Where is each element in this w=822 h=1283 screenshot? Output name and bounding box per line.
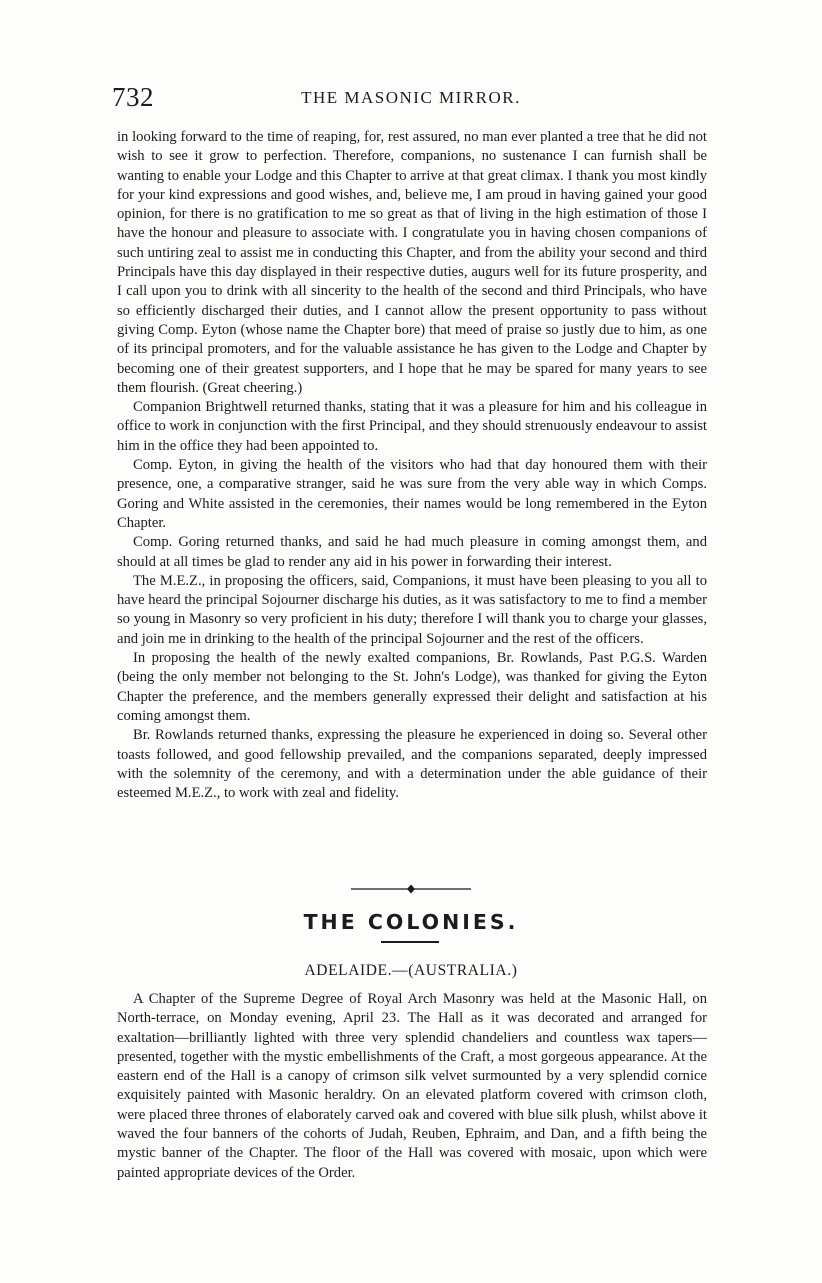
section-title: THE COLONIES. <box>303 910 519 934</box>
paragraph-adelaide: A Chapter of the Supreme Degree of Royal Arch Masonry was held at the Masonic Hall, on North-terrace, on Monday evening, April 23. The Hall as it was decorated and arranged for exaltation—brilliantly lighted with three very splendid chandeliers and countless wax tapers—presented, together with the mystic embellishments of the Craft, a most gorgeous appearance. At the eastern end of the Hall is a canopy of crimson silk velvet surmounted by a very splendid cornice exquisitely painted with Masonic heraldry. On an elevated platform covered with crimson cloth, were placed three thrones of elaborately carved oak and covered with blue silk plush, whilst above it waved the four banners of the cohorts of Judah, Reuben, Ephraim, and Dan, and a fifth being the mystic banner of the Chapter. The floor of the Hall was covered with mosaic, upon which were painted appropriate devices of the Order. <box>117 991 707 1181</box>
page-number: 732 <box>112 82 154 112</box>
paragraph-goring: Comp. Goring returned thanks, and said he had much pleasure in coming amongst them, and should at all times be glad to render any aid in his power in forwarding their interest. <box>117 534 707 570</box>
section-subheading: ADELAIDE.—(AUSTRALIA.) <box>304 962 518 979</box>
paragraph-eyton: Comp. Eyton, in giving the health of the visitors who had that day honoured them with their presence, one, a comparative stranger, said he was sure from the very able way in which Comps. Goring and White assisted in the ceremonies, their names would be long remembered in the Eyton Chapter. <box>117 457 707 531</box>
paragraph-continuation: in looking forward to the time of reaping, for, rest assured, no man ever planted a tree that he did not wish to see it grow to perfection. Therefore, companions, no sustenance I can furnish shall be wanting to enable your Lodge and this Chapter to arrive at that great climax. I thank you most kindly for your kind expressions and good wishes, and, believe me, I am proud in having gained your good opinion, for there is no gratification to me so great as that of living in the high estimation of those I have the honour and pleasure to associate with. I congratulate you in having chosen companions of such untiring zeal to assist me in conducting this Chapter, and from the ability your second and third Principals have this day displayed in their respective duties, augurs well for its future prosperity, and I call upon you to drink with all sincerity to the health of the second and third Principals, who have so efficiently discharged their duties, and I cannot allow the present opportunity to pass without giving Comp. Eyton (whose name the Chapter bore) that meed of praise so justly due to him, as one of its principal promoters, and for the valuable assistance he has given to the Lodge and Chapter by becoming one of their greatest supporters, and I hope that he may be spared for many years to see them flourish. (Great cheering.) <box>117 129 707 396</box>
paragraph-rowlands-health: In proposing the health of the newly exalted companions, Br. Rowlands, Past P.G.S. Warden (being the only member not belonging to the St. John's Lodge), was thanked for giving the Eyton Chapter the preference, and the members generally expressed their delight and satisfaction at his coming amongst them. <box>117 650 707 724</box>
paragraph-brightwell: Companion Brightwell returned thanks, stating that it was a pleasure for him and his colleague in office to work in conjunction with the first Principal, and they should strenuously endeavour to assist him in the office they had been appointed to. <box>117 399 707 454</box>
paragraph-mez: The M.E.Z., in proposing the officers, said, Companions, it must have been pleasing to you all to have heard the principal Sojourner discharge his duties, as it was satisfactory to me to find a member so young in Masonry so very proficient in his duty; therefore I will thank you to charge your glasses, and join me in drinking to the health of the principal Sojourner and the rest of the officers. <box>117 572 707 647</box>
title-rule <box>381 941 439 943</box>
paragraph-rowlands-thanks: Br. Rowlands returned thanks, expressing the pleasure he experienced in doing so. Several other toasts followed, and good fellowship prevailed, and the companions separated, deeply impressed with the solemnity of the ceremony, and with a determination under the able guidance of their esteemed M.E.Z., to work with zeal and fidelity. <box>117 727 707 802</box>
running-title: THE MASONIC MIRROR. <box>301 88 521 107</box>
body-text <box>117 128 707 803</box>
section-ornament <box>351 884 471 894</box>
section-body <box>117 990 707 1183</box>
